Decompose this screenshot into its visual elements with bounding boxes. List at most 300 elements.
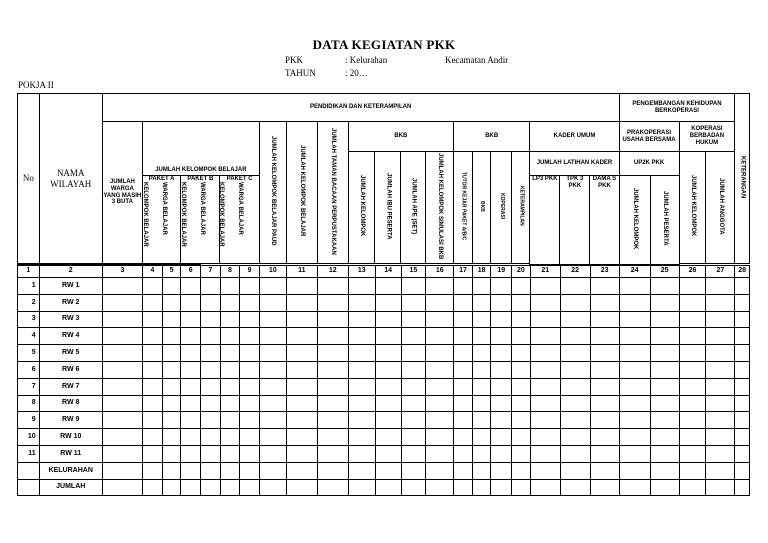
empty-cell[interactable] — [472, 278, 491, 295]
empty-cell[interactable] — [560, 412, 590, 429]
empty-cell[interactable] — [401, 412, 426, 429]
empty-cell[interactable] — [401, 378, 426, 395]
empty-cell[interactable] — [181, 378, 201, 395]
empty-cell[interactable] — [679, 361, 706, 378]
empty-cell[interactable] — [143, 278, 163, 295]
empty-cell[interactable] — [200, 395, 220, 412]
empty-cell[interactable] — [735, 412, 750, 429]
empty-cell[interactable] — [512, 328, 531, 345]
empty-cell[interactable] — [348, 311, 375, 328]
empty-cell[interactable] — [348, 278, 375, 295]
empty-cell[interactable] — [162, 462, 181, 479]
empty-cell[interactable] — [706, 462, 735, 479]
empty-cell[interactable] — [454, 378, 473, 395]
empty-cell[interactable] — [259, 345, 286, 362]
empty-cell[interactable] — [240, 429, 260, 446]
empty-cell[interactable] — [401, 429, 426, 446]
empty-cell[interactable] — [240, 462, 260, 479]
empty-cell[interactable] — [530, 345, 560, 362]
empty-cell[interactable] — [259, 412, 286, 429]
empty-cell[interactable] — [102, 328, 142, 345]
empty-cell[interactable] — [560, 445, 590, 462]
empty-cell[interactable] — [530, 479, 560, 496]
empty-cell[interactable] — [162, 311, 181, 328]
empty-cell[interactable] — [286, 294, 317, 311]
empty-cell[interactable] — [426, 445, 454, 462]
empty-cell[interactable] — [530, 311, 560, 328]
empty-cell[interactable] — [679, 462, 706, 479]
empty-cell[interactable] — [317, 328, 348, 345]
empty-cell[interactable] — [200, 378, 220, 395]
empty-cell[interactable] — [240, 294, 260, 311]
empty-cell[interactable] — [200, 311, 220, 328]
empty-cell[interactable] — [220, 378, 240, 395]
empty-cell[interactable] — [426, 345, 454, 362]
empty-cell[interactable] — [454, 278, 473, 295]
empty-cell[interactable] — [619, 429, 650, 446]
empty-cell[interactable] — [706, 479, 735, 496]
empty-cell[interactable] — [102, 462, 142, 479]
empty-cell[interactable] — [162, 479, 181, 496]
empty-cell[interactable] — [317, 479, 348, 496]
empty-cell[interactable] — [650, 311, 679, 328]
empty-cell[interactable] — [401, 361, 426, 378]
empty-cell[interactable] — [375, 479, 401, 496]
empty-cell[interactable] — [162, 345, 181, 362]
empty-cell[interactable] — [491, 328, 512, 345]
empty-cell[interactable] — [472, 462, 491, 479]
empty-cell[interactable] — [317, 361, 348, 378]
empty-cell[interactable] — [491, 378, 512, 395]
empty-cell[interactable] — [200, 445, 220, 462]
empty-cell[interactable] — [240, 479, 260, 496]
empty-cell[interactable] — [200, 361, 220, 378]
empty-cell[interactable] — [200, 412, 220, 429]
empty-cell[interactable] — [181, 479, 201, 496]
empty-cell[interactable] — [181, 395, 201, 412]
empty-cell[interactable] — [317, 429, 348, 446]
empty-cell[interactable] — [454, 445, 473, 462]
empty-cell[interactable] — [735, 445, 750, 462]
empty-cell[interactable] — [590, 378, 619, 395]
empty-cell[interactable] — [375, 412, 401, 429]
empty-cell[interactable] — [426, 429, 454, 446]
empty-cell[interactable] — [375, 328, 401, 345]
empty-cell[interactable] — [348, 294, 375, 311]
empty-cell[interactable] — [650, 361, 679, 378]
empty-cell[interactable] — [102, 479, 142, 496]
empty-cell[interactable] — [590, 311, 619, 328]
empty-cell[interactable] — [619, 361, 650, 378]
empty-cell[interactable] — [286, 395, 317, 412]
empty-cell[interactable] — [143, 311, 163, 328]
empty-cell[interactable] — [348, 328, 375, 345]
empty-cell[interactable] — [143, 378, 163, 395]
empty-cell[interactable] — [454, 361, 473, 378]
empty-cell[interactable] — [259, 278, 286, 295]
empty-cell[interactable] — [317, 395, 348, 412]
empty-cell[interactable] — [143, 345, 163, 362]
empty-cell[interactable] — [735, 462, 750, 479]
empty-cell[interactable] — [317, 462, 348, 479]
empty-cell[interactable] — [220, 361, 240, 378]
empty-cell[interactable] — [706, 278, 735, 295]
empty-cell[interactable] — [472, 378, 491, 395]
empty-cell[interactable] — [240, 278, 260, 295]
empty-cell[interactable] — [650, 395, 679, 412]
empty-cell[interactable] — [706, 429, 735, 446]
empty-cell[interactable] — [512, 462, 531, 479]
empty-cell[interactable] — [706, 345, 735, 362]
empty-cell[interactable] — [200, 462, 220, 479]
empty-cell[interactable] — [679, 311, 706, 328]
empty-cell[interactable] — [560, 462, 590, 479]
empty-cell[interactable] — [375, 378, 401, 395]
empty-cell[interactable] — [735, 378, 750, 395]
empty-cell[interactable] — [590, 278, 619, 295]
empty-cell[interactable] — [491, 479, 512, 496]
empty-cell[interactable] — [240, 345, 260, 362]
empty-cell[interactable] — [560, 311, 590, 328]
empty-cell[interactable] — [317, 294, 348, 311]
empty-cell[interactable] — [220, 395, 240, 412]
empty-cell[interactable] — [706, 328, 735, 345]
empty-cell[interactable] — [348, 378, 375, 395]
empty-cell[interactable] — [454, 294, 473, 311]
empty-cell[interactable] — [102, 378, 142, 395]
empty-cell[interactable] — [530, 278, 560, 295]
empty-cell[interactable] — [472, 395, 491, 412]
empty-cell[interactable] — [102, 361, 142, 378]
empty-cell[interactable] — [472, 412, 491, 429]
empty-cell[interactable] — [472, 345, 491, 362]
empty-cell[interactable] — [650, 479, 679, 496]
empty-cell[interactable] — [512, 278, 531, 295]
empty-cell[interactable] — [240, 378, 260, 395]
empty-cell[interactable] — [590, 361, 619, 378]
empty-cell[interactable] — [619, 345, 650, 362]
empty-cell[interactable] — [375, 445, 401, 462]
empty-cell[interactable] — [162, 445, 181, 462]
empty-cell[interactable] — [530, 395, 560, 412]
empty-cell[interactable] — [472, 361, 491, 378]
empty-cell[interactable] — [454, 429, 473, 446]
empty-cell[interactable] — [375, 345, 401, 362]
empty-cell[interactable] — [619, 479, 650, 496]
empty-cell[interactable] — [619, 278, 650, 295]
empty-cell[interactable] — [426, 328, 454, 345]
empty-cell[interactable] — [143, 462, 163, 479]
empty-cell[interactable] — [590, 445, 619, 462]
empty-cell[interactable] — [240, 361, 260, 378]
empty-cell[interactable] — [143, 328, 163, 345]
empty-cell[interactable] — [679, 412, 706, 429]
empty-cell[interactable] — [454, 462, 473, 479]
empty-cell[interactable] — [181, 429, 201, 446]
empty-cell[interactable] — [560, 479, 590, 496]
empty-cell[interactable] — [426, 395, 454, 412]
empty-cell[interactable] — [426, 412, 454, 429]
empty-cell[interactable] — [512, 445, 531, 462]
empty-cell[interactable] — [259, 294, 286, 311]
empty-cell[interactable] — [491, 345, 512, 362]
empty-cell[interactable] — [286, 278, 317, 295]
empty-cell[interactable] — [220, 278, 240, 295]
empty-cell[interactable] — [102, 311, 142, 328]
empty-cell[interactable] — [679, 378, 706, 395]
empty-cell[interactable] — [491, 429, 512, 446]
empty-cell[interactable] — [679, 328, 706, 345]
empty-cell[interactable] — [619, 311, 650, 328]
empty-cell[interactable] — [650, 278, 679, 295]
empty-cell[interactable] — [735, 345, 750, 362]
empty-cell[interactable] — [240, 412, 260, 429]
empty-cell[interactable] — [491, 294, 512, 311]
empty-cell[interactable] — [530, 412, 560, 429]
empty-cell[interactable] — [143, 361, 163, 378]
empty-cell[interactable] — [317, 378, 348, 395]
empty-cell[interactable] — [220, 311, 240, 328]
empty-cell[interactable] — [512, 311, 531, 328]
empty-cell[interactable] — [220, 412, 240, 429]
empty-cell[interactable] — [706, 445, 735, 462]
empty-cell[interactable] — [143, 429, 163, 446]
empty-cell[interactable] — [560, 395, 590, 412]
empty-cell[interactable] — [590, 479, 619, 496]
empty-cell[interactable] — [560, 345, 590, 362]
empty-cell[interactable] — [590, 412, 619, 429]
empty-cell[interactable] — [375, 429, 401, 446]
empty-cell[interactable] — [401, 395, 426, 412]
empty-cell[interactable] — [200, 479, 220, 496]
empty-cell[interactable] — [491, 395, 512, 412]
empty-cell[interactable] — [181, 311, 201, 328]
empty-cell[interactable] — [143, 479, 163, 496]
empty-cell[interactable] — [679, 395, 706, 412]
empty-cell[interactable] — [619, 395, 650, 412]
empty-cell[interactable] — [102, 395, 142, 412]
empty-cell[interactable] — [679, 345, 706, 362]
empty-cell[interactable] — [259, 479, 286, 496]
empty-cell[interactable] — [401, 294, 426, 311]
empty-cell[interactable] — [512, 361, 531, 378]
empty-cell[interactable] — [560, 361, 590, 378]
empty-cell[interactable] — [401, 278, 426, 295]
empty-cell[interactable] — [491, 311, 512, 328]
empty-cell[interactable] — [102, 294, 142, 311]
empty-cell[interactable] — [491, 361, 512, 378]
empty-cell[interactable] — [472, 445, 491, 462]
empty-cell[interactable] — [259, 361, 286, 378]
empty-cell[interactable] — [348, 345, 375, 362]
empty-cell[interactable] — [181, 412, 201, 429]
empty-cell[interactable] — [401, 328, 426, 345]
empty-cell[interactable] — [735, 395, 750, 412]
empty-cell[interactable] — [650, 328, 679, 345]
empty-cell[interactable] — [706, 412, 735, 429]
empty-cell[interactable] — [650, 445, 679, 462]
empty-cell[interactable] — [286, 328, 317, 345]
empty-cell[interactable] — [530, 294, 560, 311]
empty-cell[interactable] — [619, 462, 650, 479]
empty-cell[interactable] — [619, 328, 650, 345]
empty-cell[interactable] — [162, 412, 181, 429]
empty-cell[interactable] — [348, 429, 375, 446]
empty-cell[interactable] — [650, 412, 679, 429]
empty-cell[interactable] — [401, 445, 426, 462]
empty-cell[interactable] — [286, 361, 317, 378]
empty-cell[interactable] — [650, 378, 679, 395]
empty-cell[interactable] — [590, 462, 619, 479]
empty-cell[interactable] — [317, 445, 348, 462]
empty-cell[interactable] — [143, 412, 163, 429]
empty-cell[interactable] — [348, 412, 375, 429]
empty-cell[interactable] — [590, 328, 619, 345]
empty-cell[interactable] — [512, 412, 531, 429]
empty-cell[interactable] — [220, 462, 240, 479]
empty-cell[interactable] — [259, 395, 286, 412]
empty-cell[interactable] — [735, 479, 750, 496]
empty-cell[interactable] — [679, 294, 706, 311]
empty-cell[interactable] — [401, 462, 426, 479]
empty-cell[interactable] — [102, 412, 142, 429]
empty-cell[interactable] — [491, 445, 512, 462]
empty-cell[interactable] — [472, 294, 491, 311]
empty-cell[interactable] — [560, 278, 590, 295]
empty-cell[interactable] — [200, 429, 220, 446]
empty-cell[interactable] — [259, 462, 286, 479]
empty-cell[interactable] — [454, 328, 473, 345]
empty-cell[interactable] — [162, 395, 181, 412]
empty-cell[interactable] — [162, 361, 181, 378]
empty-cell[interactable] — [491, 278, 512, 295]
empty-cell[interactable] — [619, 445, 650, 462]
empty-cell[interactable] — [706, 361, 735, 378]
empty-cell[interactable] — [454, 311, 473, 328]
empty-cell[interactable] — [491, 462, 512, 479]
empty-cell[interactable] — [530, 429, 560, 446]
empty-cell[interactable] — [317, 345, 348, 362]
empty-cell[interactable] — [240, 395, 260, 412]
empty-cell[interactable] — [317, 278, 348, 295]
empty-cell[interactable] — [735, 294, 750, 311]
empty-cell[interactable] — [590, 429, 619, 446]
empty-cell[interactable] — [426, 294, 454, 311]
empty-cell[interactable] — [735, 278, 750, 295]
empty-cell[interactable] — [454, 479, 473, 496]
empty-cell[interactable] — [286, 378, 317, 395]
empty-cell[interactable] — [619, 412, 650, 429]
empty-cell[interactable] — [679, 278, 706, 295]
empty-cell[interactable] — [401, 479, 426, 496]
empty-cell[interactable] — [348, 445, 375, 462]
empty-cell[interactable] — [220, 294, 240, 311]
empty-cell[interactable] — [735, 361, 750, 378]
empty-cell[interactable] — [426, 311, 454, 328]
empty-cell[interactable] — [162, 328, 181, 345]
empty-cell[interactable] — [650, 345, 679, 362]
empty-cell[interactable] — [560, 328, 590, 345]
empty-cell[interactable] — [200, 294, 220, 311]
empty-cell[interactable] — [679, 429, 706, 446]
empty-cell[interactable] — [530, 361, 560, 378]
empty-cell[interactable] — [560, 294, 590, 311]
empty-cell[interactable] — [181, 278, 201, 295]
empty-cell[interactable] — [512, 429, 531, 446]
empty-cell[interactable] — [426, 378, 454, 395]
empty-cell[interactable] — [143, 395, 163, 412]
empty-cell[interactable] — [259, 311, 286, 328]
empty-cell[interactable] — [181, 328, 201, 345]
empty-cell[interactable] — [162, 429, 181, 446]
empty-cell[interactable] — [530, 378, 560, 395]
empty-cell[interactable] — [317, 311, 348, 328]
empty-cell[interactable] — [454, 412, 473, 429]
empty-cell[interactable] — [679, 445, 706, 462]
empty-cell[interactable] — [200, 345, 220, 362]
empty-cell[interactable] — [426, 479, 454, 496]
empty-cell[interactable] — [348, 462, 375, 479]
empty-cell[interactable] — [590, 294, 619, 311]
empty-cell[interactable] — [650, 462, 679, 479]
empty-cell[interactable] — [375, 294, 401, 311]
empty-cell[interactable] — [143, 445, 163, 462]
empty-cell[interactable] — [348, 395, 375, 412]
empty-cell[interactable] — [259, 429, 286, 446]
empty-cell[interactable] — [286, 445, 317, 462]
empty-cell[interactable] — [102, 278, 142, 295]
empty-cell[interactable] — [706, 311, 735, 328]
empty-cell[interactable] — [220, 328, 240, 345]
empty-cell[interactable] — [259, 445, 286, 462]
empty-cell[interactable] — [512, 345, 531, 362]
empty-cell[interactable] — [181, 361, 201, 378]
empty-cell[interactable] — [650, 294, 679, 311]
empty-cell[interactable] — [454, 395, 473, 412]
empty-cell[interactable] — [512, 479, 531, 496]
empty-cell[interactable] — [375, 462, 401, 479]
empty-cell[interactable] — [286, 412, 317, 429]
empty-cell[interactable] — [619, 294, 650, 311]
empty-cell[interactable] — [286, 479, 317, 496]
empty-cell[interactable] — [590, 395, 619, 412]
empty-cell[interactable] — [530, 328, 560, 345]
empty-cell[interactable] — [286, 345, 317, 362]
empty-cell[interactable] — [286, 429, 317, 446]
empty-cell[interactable] — [240, 311, 260, 328]
empty-cell[interactable] — [348, 361, 375, 378]
empty-cell[interactable] — [426, 278, 454, 295]
empty-cell[interactable] — [240, 445, 260, 462]
empty-cell[interactable] — [220, 345, 240, 362]
empty-cell[interactable] — [162, 294, 181, 311]
empty-cell[interactable] — [454, 345, 473, 362]
empty-cell[interactable] — [162, 278, 181, 295]
empty-cell[interactable] — [181, 462, 201, 479]
empty-cell[interactable] — [679, 479, 706, 496]
empty-cell[interactable] — [181, 294, 201, 311]
empty-cell[interactable] — [650, 429, 679, 446]
empty-cell[interactable] — [530, 462, 560, 479]
empty-cell[interactable] — [512, 395, 531, 412]
empty-cell[interactable] — [706, 294, 735, 311]
empty-cell[interactable] — [102, 345, 142, 362]
empty-cell[interactable] — [472, 429, 491, 446]
empty-cell[interactable] — [560, 378, 590, 395]
empty-cell[interactable] — [200, 328, 220, 345]
empty-cell[interactable] — [375, 278, 401, 295]
empty-cell[interactable] — [220, 429, 240, 446]
